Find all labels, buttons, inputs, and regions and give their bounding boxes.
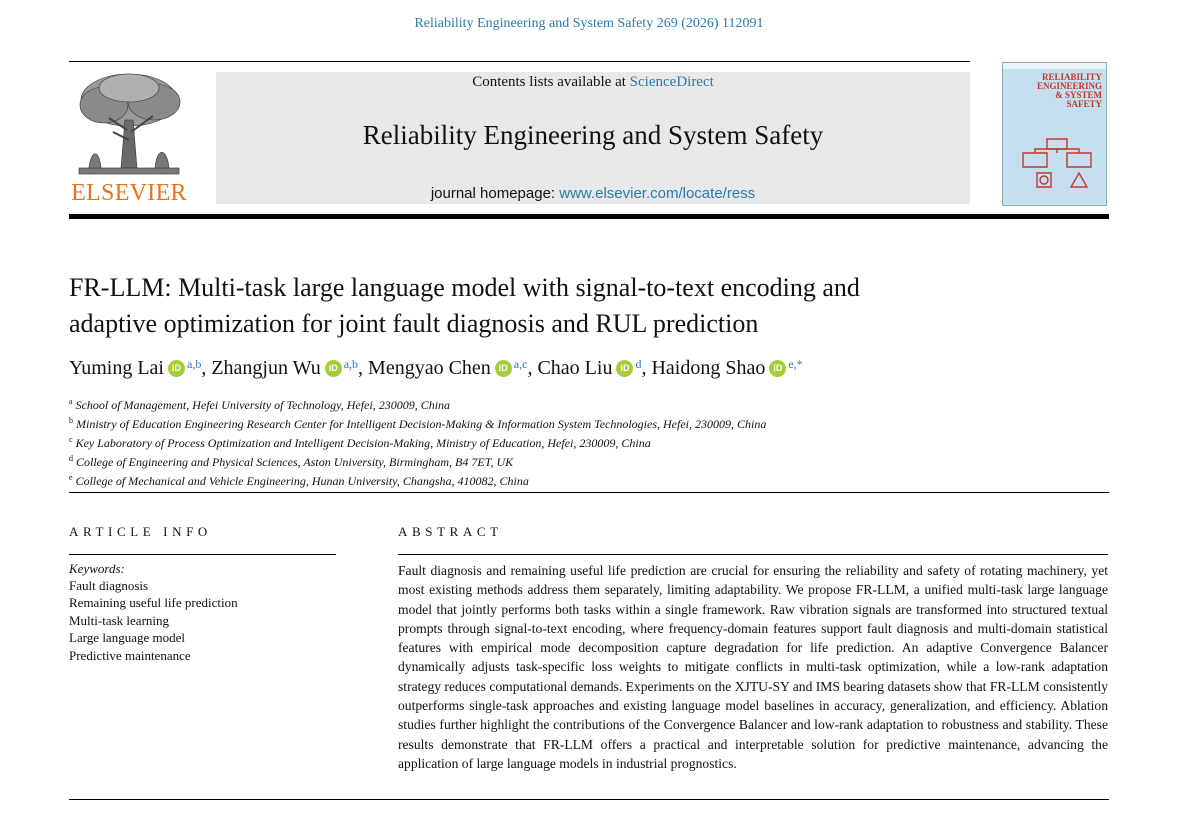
- sciencedirect-link[interactable]: ScienceDirect: [629, 74, 714, 90]
- affiliation-text: Ministry of Education Engineering Research Center for Intelligent Decision-Making & Information System Technologies, Hefei, 230009, China: [76, 417, 767, 431]
- affiliation-item: [69, 413, 1109, 432]
- journal-citation[interactable]: Reliability Engineering and System Safety 269 (2026) 112091: [414, 16, 764, 31]
- homepage-line: [216, 185, 970, 202]
- abstract-text: Fault diagnosis and remaining useful life prediction are crucial for ensuring the reliability and safety of rotating machinery, yet most existing methods address them separately, limiting adaptability. We propose FR-LLM, a unified multi-task large language model that jointly performs both tasks within a single framework. Raw vibration signals are transformed into structured textual prompts through signal-to-text encoding, where frequency-domain features support fault diagnosis and multi-domain statistical features with empirical mode decomposition capture degradation for life prediction. An adaptive Convergence Balancer dynamically adjusts task-specific loss weights to mitigate conflicts in multi-task optimization, while a low-rank adaptation strategy reduces computational demands. Experiments on the XJTU-SY and IMS bearing datasets show that FR-LLM consistently outperforms single-task approaches and existing language model baselines in accuracy, generalization, and efficiency. Ablation studies further highlight the contributions of the Convergence Balancer and low-rank adaptation to robustness and stability. These results demonstrate that FR-LLM offers a practical and interpretable solution for predictive maintenance, advancing the application of large language models in industrial prognostics.: [398, 563, 1109, 771]
- author-affiliation-marks[interactable]: a,b: [187, 357, 202, 371]
- header-thick-rule: [69, 214, 1109, 219]
- article-info-rule: [69, 554, 336, 555]
- affiliation-text: College of Mechanical and Vehicle Engineering, Hunan University, Changsha, 410082, China: [75, 474, 529, 488]
- affiliation-key: a: [69, 397, 73, 406]
- homepage-prefix: journal homepage:: [430, 185, 560, 202]
- elsevier-tree-icon: [69, 70, 187, 180]
- keywords-label: Keywords:: [69, 561, 125, 576]
- affiliation-key: b: [69, 416, 73, 425]
- affiliation-item: [69, 451, 1109, 470]
- contents-line: [216, 74, 970, 91]
- author-list: Yuming Lai iD $^{a,b}$, Zhangjun Wu iD $^{a,b}$, Mengyao Chen iD $^{a,c}$, Chao Liu iD $^d$, Haidong Shao iD $^{e,*}$: [69, 357, 803, 379]
- keyword-item[interactable]: Remaining useful life prediction: [69, 595, 238, 611]
- article-title: [69, 270, 1069, 342]
- bottom-rule: [69, 799, 1109, 800]
- keyword-item[interactable]: Predictive maintenance: [69, 647, 191, 663]
- affiliation-item: [69, 394, 1109, 413]
- author-name[interactable]: Haidong Shao: [651, 357, 766, 379]
- author-name[interactable]: Mengyao Chen: [368, 357, 491, 379]
- keywords-block: [69, 560, 336, 664]
- author-name[interactable]: Zhangjun Wu: [211, 357, 321, 379]
- author-affiliation-marks[interactable]: e,*: [788, 357, 803, 371]
- orcid-icon[interactable]: iD: [616, 360, 633, 377]
- affiliation-text: Key Laboratory of Process Optimization and Intelligent Decision-Making, Ministry of Education, Hefei, 230009, China: [75, 436, 651, 450]
- affiliation-item: [69, 432, 1109, 451]
- orcid-icon[interactable]: iD: [325, 360, 342, 377]
- keyword-item[interactable]: Multi-task learning: [69, 612, 170, 628]
- affiliation-key: e: [69, 473, 73, 482]
- abstract-rule: [398, 554, 1108, 555]
- abstract-heading: ABSTRACT: [398, 524, 503, 539]
- article-title-line: adaptive optimization for joint fault diagnosis and RUL prediction: [69, 309, 759, 338]
- orcid-icon[interactable]: iD: [168, 360, 185, 377]
- affiliation-item: [69, 470, 1109, 489]
- cover-title-line: RELIABILITY: [1041, 72, 1102, 82]
- article-info-heading: ARTICLE INFO: [69, 524, 212, 539]
- affiliation-list: [69, 394, 1109, 489]
- author-affiliation-marks[interactable]: a,c: [513, 357, 528, 371]
- orcid-icon[interactable]: iD: [495, 360, 512, 377]
- cover-title-line: ENGINEERING: [1036, 81, 1102, 91]
- affiliation-text: College of Engineering and Physical Sciences, Aston University, Birmingham, B4 7ET, UK: [76, 455, 514, 469]
- cover-title: [1007, 73, 1102, 109]
- affiliation-key: d: [69, 454, 73, 463]
- article-title-line: FR-LLM: Multi-task large language model with signal-to-text encoding and: [69, 273, 860, 302]
- cover-title-line: & SYSTEM: [1055, 90, 1102, 100]
- journal-name: Reliability Engineering and System Safety: [362, 120, 824, 150]
- keyword-item[interactable]: Large language model: [69, 630, 185, 646]
- author-affiliation-marks[interactable]: a,b: [343, 357, 359, 371]
- keyword-item[interactable]: Fault diagnosis: [69, 578, 149, 593]
- cover-diagram-icon: [1017, 133, 1097, 193]
- cover-top-bar: [1003, 63, 1106, 69]
- affiliation-key: c: [69, 435, 73, 444]
- header-top-rule: [69, 61, 970, 62]
- elsevier-wordmark: ELSEVIER: [71, 180, 187, 206]
- section-divider: [69, 492, 1109, 493]
- cover-title-line: SAFETY: [1066, 99, 1102, 109]
- journal-homepage-link[interactable]: www.elsevier.com/locate/ress: [559, 185, 756, 202]
- affiliation-text: School of Management, Hefei University of Technology, Hefei, 230009, China: [75, 398, 451, 412]
- journal-cover-thumbnail[interactable]: [1002, 62, 1107, 206]
- author-name[interactable]: Chao Liu: [537, 357, 613, 379]
- contents-prefix: Contents lists available at: [472, 74, 630, 90]
- author-name[interactable]: Yuming Lai: [69, 357, 164, 379]
- orcid-icon[interactable]: iD: [769, 360, 786, 377]
- author-affiliation-marks[interactable]: d: [635, 357, 642, 371]
